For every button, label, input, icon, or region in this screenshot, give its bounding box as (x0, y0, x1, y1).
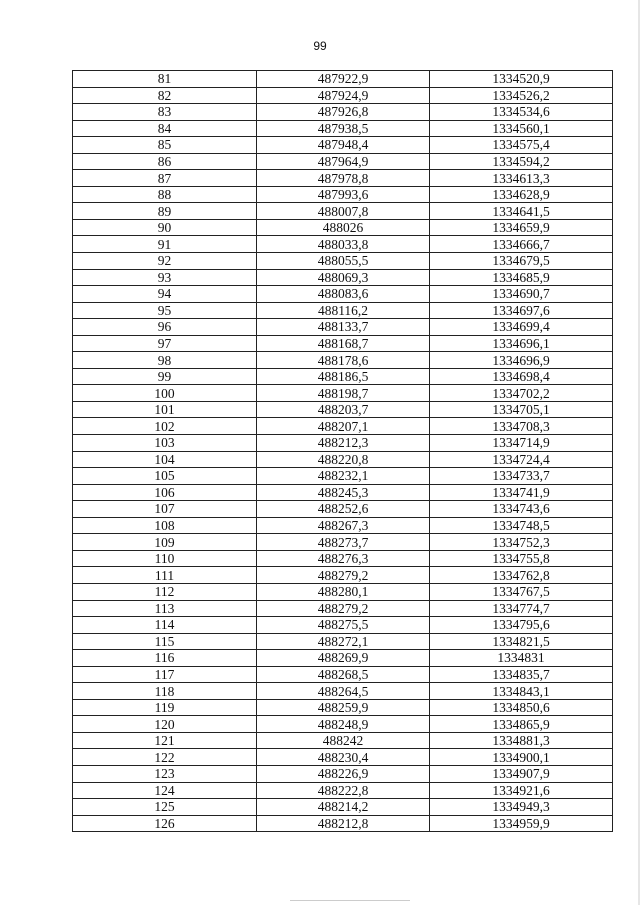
table-row (73, 567, 613, 584)
table-row (73, 782, 613, 799)
y-coordinate-cell: 1334843,1 (430, 683, 613, 700)
y-coordinate-cell: 1334865,9 (430, 716, 613, 733)
point-number-cell: 95 (73, 302, 257, 319)
table-row (73, 815, 613, 832)
coordinates-table-body (73, 71, 613, 832)
x-coordinate-cell: 488222,8 (257, 782, 430, 799)
table-row (73, 120, 613, 137)
scan-bottom-mark (290, 900, 410, 901)
table-row (73, 401, 613, 418)
x-coordinate-cell: 488226,9 (257, 765, 430, 782)
point-number-cell: 98 (73, 352, 257, 369)
y-coordinate-cell: 1334881,3 (430, 732, 613, 749)
x-coordinate-cell: 488264,5 (257, 683, 430, 700)
y-coordinate-cell: 1334795,6 (430, 617, 613, 634)
point-number-cell: 108 (73, 517, 257, 534)
x-coordinate-cell: 488259,9 (257, 699, 430, 716)
point-number-cell: 107 (73, 501, 257, 518)
x-coordinate-cell: 488186,5 (257, 368, 430, 385)
table-row (73, 368, 613, 385)
y-coordinate-cell: 1334699,4 (430, 319, 613, 336)
x-coordinate-cell: 488212,3 (257, 435, 430, 452)
point-number-cell: 103 (73, 435, 257, 452)
table-row (73, 617, 613, 634)
table-row (73, 435, 613, 452)
x-coordinate-cell: 488279,2 (257, 567, 430, 584)
table-row (73, 650, 613, 667)
x-coordinate-cell: 488026 (257, 219, 430, 236)
x-coordinate-cell: 488272,1 (257, 633, 430, 650)
table-row (73, 302, 613, 319)
table-row (73, 534, 613, 551)
y-coordinate-cell: 1334690,7 (430, 286, 613, 303)
y-coordinate-cell: 1334697,6 (430, 302, 613, 319)
y-coordinate-cell: 1334949,3 (430, 799, 613, 816)
y-coordinate-cell: 1334752,3 (430, 534, 613, 551)
point-number-cell: 112 (73, 583, 257, 600)
table-row (73, 765, 613, 782)
point-number-cell: 110 (73, 550, 257, 567)
x-coordinate-cell: 487922,9 (257, 71, 430, 88)
table-row (73, 799, 613, 816)
table-row (73, 683, 613, 700)
point-number-cell: 81 (73, 71, 257, 88)
x-coordinate-cell: 487993,6 (257, 186, 430, 203)
y-coordinate-cell: 1334774,7 (430, 600, 613, 617)
x-coordinate-cell: 488275,5 (257, 617, 430, 634)
x-coordinate-cell: 488280,1 (257, 583, 430, 600)
table-row (73, 335, 613, 352)
table-row (73, 517, 613, 534)
point-number-cell: 100 (73, 385, 257, 402)
point-number-cell: 97 (73, 335, 257, 352)
y-coordinate-cell: 1334724,4 (430, 451, 613, 468)
point-number-cell: 113 (73, 600, 257, 617)
point-number-cell: 96 (73, 319, 257, 336)
x-coordinate-cell: 488055,5 (257, 253, 430, 270)
y-coordinate-cell: 1334714,9 (430, 435, 613, 452)
point-number-cell: 126 (73, 815, 257, 832)
point-number-cell: 124 (73, 782, 257, 799)
y-coordinate-cell: 1334659,9 (430, 219, 613, 236)
table-row (73, 71, 613, 88)
y-coordinate-cell: 1334921,6 (430, 782, 613, 799)
table-row (73, 732, 613, 749)
point-number-cell: 116 (73, 650, 257, 667)
x-coordinate-cell: 488245,3 (257, 484, 430, 501)
x-coordinate-cell: 488178,6 (257, 352, 430, 369)
y-coordinate-cell: 1334748,5 (430, 517, 613, 534)
point-number-cell: 119 (73, 699, 257, 716)
point-number-cell: 122 (73, 749, 257, 766)
point-number-cell: 121 (73, 732, 257, 749)
table-row (73, 749, 613, 766)
x-coordinate-cell: 487924,9 (257, 87, 430, 104)
y-coordinate-cell: 1334526,2 (430, 87, 613, 104)
y-coordinate-cell: 1334685,9 (430, 269, 613, 286)
x-coordinate-cell: 488269,9 (257, 650, 430, 667)
point-number-cell: 125 (73, 799, 257, 816)
table-row (73, 583, 613, 600)
point-number-cell: 83 (73, 104, 257, 121)
x-coordinate-cell: 488083,6 (257, 286, 430, 303)
x-coordinate-cell: 488273,7 (257, 534, 430, 551)
y-coordinate-cell: 1334708,3 (430, 418, 613, 435)
x-coordinate-cell: 488207,1 (257, 418, 430, 435)
point-number-cell: 106 (73, 484, 257, 501)
table-row (73, 286, 613, 303)
x-coordinate-cell: 488168,7 (257, 335, 430, 352)
point-number-cell: 104 (73, 451, 257, 468)
x-coordinate-cell: 488133,7 (257, 319, 430, 336)
y-coordinate-cell: 1334821,5 (430, 633, 613, 650)
x-coordinate-cell: 487964,9 (257, 153, 430, 170)
y-coordinate-cell: 1334594,2 (430, 153, 613, 170)
y-coordinate-cell: 1334702,2 (430, 385, 613, 402)
table-row (73, 633, 613, 650)
table-row (73, 484, 613, 501)
point-number-cell: 117 (73, 666, 257, 683)
x-coordinate-cell: 488268,5 (257, 666, 430, 683)
table-row (73, 716, 613, 733)
x-coordinate-cell: 488230,4 (257, 749, 430, 766)
y-coordinate-cell: 1334696,1 (430, 335, 613, 352)
point-number-cell: 92 (73, 253, 257, 270)
y-coordinate-cell: 1334560,1 (430, 120, 613, 137)
x-coordinate-cell: 488220,8 (257, 451, 430, 468)
table-row (73, 253, 613, 270)
table-row (73, 170, 613, 187)
x-coordinate-cell: 488214,2 (257, 799, 430, 816)
y-coordinate-cell: 1334907,9 (430, 765, 613, 782)
x-coordinate-cell: 487926,8 (257, 104, 430, 121)
x-coordinate-cell: 488212,8 (257, 815, 430, 832)
x-coordinate-cell: 488116,2 (257, 302, 430, 319)
point-number-cell: 87 (73, 170, 257, 187)
point-number-cell: 82 (73, 87, 257, 104)
table-row (73, 352, 613, 369)
point-number-cell: 120 (73, 716, 257, 733)
x-coordinate-cell: 488279,2 (257, 600, 430, 617)
point-number-cell: 93 (73, 269, 257, 286)
y-coordinate-cell: 1334641,5 (430, 203, 613, 220)
point-number-cell: 85 (73, 137, 257, 154)
x-coordinate-cell: 488252,6 (257, 501, 430, 518)
y-coordinate-cell: 1334767,5 (430, 583, 613, 600)
y-coordinate-cell: 1334666,7 (430, 236, 613, 253)
point-number-cell: 123 (73, 765, 257, 782)
y-coordinate-cell: 1334696,9 (430, 352, 613, 369)
point-number-cell: 88 (73, 186, 257, 203)
table-row (73, 137, 613, 154)
y-coordinate-cell: 1334835,7 (430, 666, 613, 683)
x-coordinate-cell: 487948,4 (257, 137, 430, 154)
table-row (73, 666, 613, 683)
x-coordinate-cell: 488203,7 (257, 401, 430, 418)
point-number-cell: 115 (73, 633, 257, 650)
point-number-cell: 114 (73, 617, 257, 634)
x-coordinate-cell: 488276,3 (257, 550, 430, 567)
table-row (73, 153, 613, 170)
point-number-cell: 91 (73, 236, 257, 253)
point-number-cell: 86 (73, 153, 257, 170)
point-number-cell: 94 (73, 286, 257, 303)
x-coordinate-cell: 488248,9 (257, 716, 430, 733)
y-coordinate-cell: 1334831 (430, 650, 613, 667)
table-row (73, 269, 613, 286)
point-number-cell: 111 (73, 567, 257, 584)
y-coordinate-cell: 1334762,8 (430, 567, 613, 584)
y-coordinate-cell: 1334755,8 (430, 550, 613, 567)
y-coordinate-cell: 1334705,1 (430, 401, 613, 418)
y-coordinate-cell: 1334534,6 (430, 104, 613, 121)
table-row (73, 451, 613, 468)
table-row (73, 418, 613, 435)
x-coordinate-cell: 488232,1 (257, 468, 430, 485)
table-row (73, 319, 613, 336)
table-row (73, 87, 613, 104)
point-number-cell: 90 (73, 219, 257, 236)
y-coordinate-cell: 1334575,4 (430, 137, 613, 154)
y-coordinate-cell: 1334613,3 (430, 170, 613, 187)
y-coordinate-cell: 1334679,5 (430, 253, 613, 270)
y-coordinate-cell: 1334850,6 (430, 699, 613, 716)
point-number-cell: 84 (73, 120, 257, 137)
y-coordinate-cell: 1334900,1 (430, 749, 613, 766)
table-row (73, 550, 613, 567)
table-row (73, 385, 613, 402)
table-row (73, 600, 613, 617)
x-coordinate-cell: 488198,7 (257, 385, 430, 402)
x-coordinate-cell: 488242 (257, 732, 430, 749)
table-row (73, 699, 613, 716)
coordinates-table (72, 70, 613, 832)
x-coordinate-cell: 487978,8 (257, 170, 430, 187)
table-row (73, 203, 613, 220)
point-number-cell: 89 (73, 203, 257, 220)
table-row (73, 468, 613, 485)
y-coordinate-cell: 1334743,6 (430, 501, 613, 518)
table-row (73, 186, 613, 203)
table-row (73, 104, 613, 121)
page-number: 99 (313, 39, 327, 53)
y-coordinate-cell: 1334698,4 (430, 368, 613, 385)
point-number-cell: 109 (73, 534, 257, 551)
point-number-cell: 105 (73, 468, 257, 485)
y-coordinate-cell: 1334628,9 (430, 186, 613, 203)
x-coordinate-cell: 488267,3 (257, 517, 430, 534)
table-row (73, 501, 613, 518)
y-coordinate-cell: 1334733,7 (430, 468, 613, 485)
table-row (73, 236, 613, 253)
x-coordinate-cell: 488033,8 (257, 236, 430, 253)
point-number-cell: 99 (73, 368, 257, 385)
table-row (73, 219, 613, 236)
x-coordinate-cell: 487938,5 (257, 120, 430, 137)
point-number-cell: 102 (73, 418, 257, 435)
x-coordinate-cell: 488007,8 (257, 203, 430, 220)
y-coordinate-cell: 1334959,9 (430, 815, 613, 832)
point-number-cell: 101 (73, 401, 257, 418)
x-coordinate-cell: 488069,3 (257, 269, 430, 286)
y-coordinate-cell: 1334520,9 (430, 71, 613, 88)
point-number-cell: 118 (73, 683, 257, 700)
y-coordinate-cell: 1334741,9 (430, 484, 613, 501)
